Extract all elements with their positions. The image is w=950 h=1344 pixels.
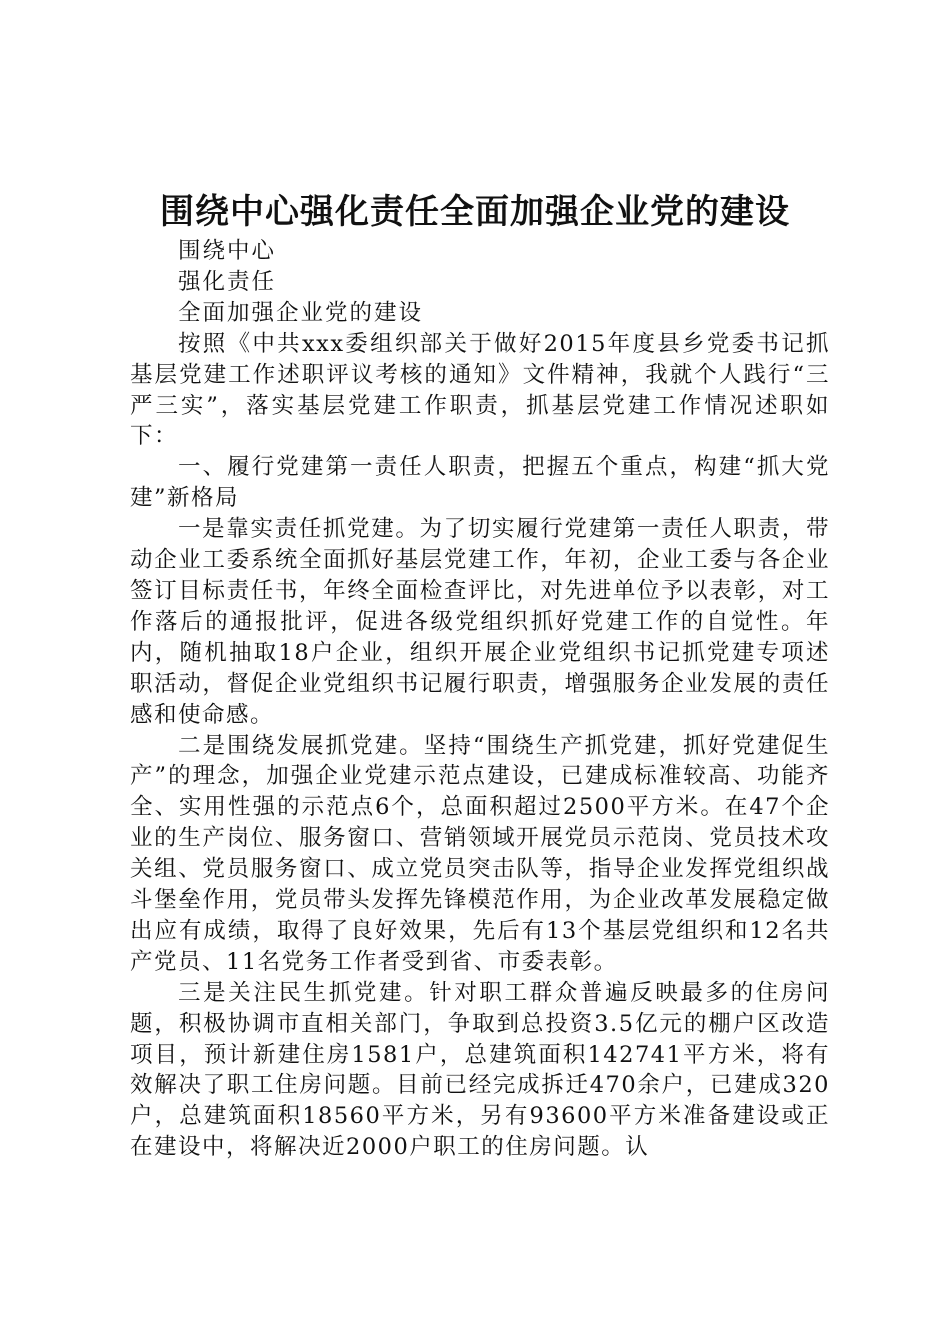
header-line-2: 强化责任 — [178, 268, 277, 295]
header-line-1: 围绕中心 — [178, 238, 277, 264]
section-heading-1: 一、履行党建第一责任人职责，把握五个重点，构建“抓大党建”新格局 — [130, 454, 830, 512]
document-title: 围绕中心强化责任全面加强企业党的建设 — [160, 192, 790, 232]
paragraph-responsibility: 一是靠实责任抓党建。为了切实履行党建第一责任人职责，带动企业工委系统全面抓好基层党建工作，年初，企业工委与各企业签订目标责任书，年终全面检查评比，对先进单位予以表彰，对工作落后的通报批评，促进各级党组织抓好党建工作的自觉性。年内，随机抽取18户企业，组织开展企业党组织书记抓党建专项述职活动，督促企业党组织书记履行职责，增强服务企业发展的责任感和使命感。 — [130, 516, 830, 728]
document-body — [130, 236, 830, 1163]
header-line-3: 全面加强企业党的建设 — [178, 299, 424, 326]
paragraph-development: 二是围绕发展抓党建。坚持“围绕生产抓党建，抓好党建促生产”的理念，加强企业党建示范点建设，已建成标准较高、功能齐全、实用性强的示范点6个，总面积超过2500平方米。在47个企业的生产岗位、服务窗口、营销领域开展党员示范岗、党员技术攻关组、党员服务窗口、成立党员突击队等，指导企业发挥党组织战斗堡垒作用，党员带头发挥先锋模范作用，为企业改革发展稳定做出应有成绩，取得了良好效果，先后有13个基层党组织和12名共产党员、11名党务工作者受到省、市委表彰。 — [130, 732, 830, 975]
paragraph-intro: 按照《中共xxx委组织部关于做好2015年度县乡党委书记抓基层党建工作述职评议考核的通知》文件精神，我就个人践行“三严三实”，落实基层党建工作职责，抓基层党建工作情况述职如下： — [130, 330, 830, 450]
paragraph-livelihood: 三是关注民生抓党建。针对职工群众普遍反映最多的住房问题，积极协调市直相关部门，争取到总投资3.5亿元的棚户区改造项目，预计新建住房1581户，总建筑面积142741平方米，将有效解决了职工住房问题。目前已经完成拆迁470余户，已建成320户，总建筑面积18560平方米，另有93600平方米准备建设或正在建设中，将解决近2000户职工的住房问题。认 — [130, 979, 830, 1161]
